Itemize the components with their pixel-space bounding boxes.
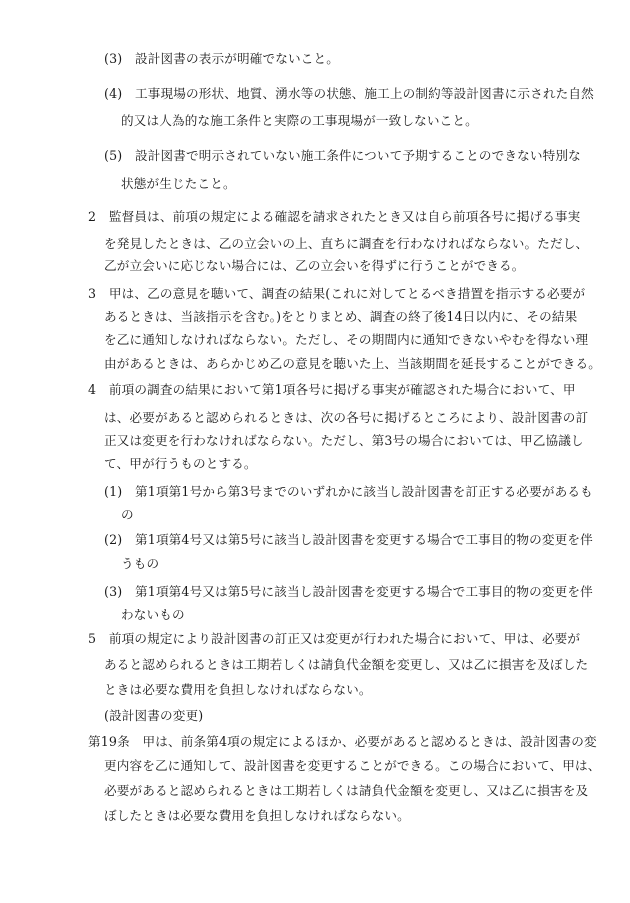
para-3-line-3: を乙に通知しなければならない。ただし、その期間内に通知できないやむを得ない理 — [104, 332, 589, 347]
para-2-line-3: 乙が立会いに応じない場合には、乙の立会いを得ずに行うことができる。 — [104, 258, 525, 273]
sub-1-line-1: (1) 第1項第1号から第3号までのいずれかに該当し設計図書を訂正する必要があるも — [104, 484, 593, 499]
article-19-line-1: 第19条 甲は、前条第4項の規定によるほか、必要があると認めるときは、設計図書の変 — [88, 734, 597, 749]
item-5-line-1: (5) 設計図書で明示されていない施工条件について予期することのできない特別な — [104, 148, 581, 163]
para-3-line-4: 由があるときは、あらかじめ乙の意見を聴いた上、当該期間を延長することができる。 — [104, 356, 602, 371]
item-3-line-1: (3) 設計図書の表示が明確でないこと。 — [104, 51, 339, 66]
section-heading: (設計図書の変更) — [104, 708, 204, 723]
sub-3-line-2: わないもの — [121, 607, 185, 622]
sub-2-line-1: (2) 第1項第4号又は第5号に該当し設計図書を変更する場合で工事目的物の変更を伴 — [104, 532, 593, 547]
article-19-line-3: 必要があると認められるときは工期若しくは請負代金額を変更し、又は乙に損害を及 — [104, 783, 589, 798]
para-4-line-2: は、必要があると認められるときは、次の各号に掲げるところにより、設計図書の訂 — [104, 410, 589, 425]
para-3-line-1: 3 甲は、乙の意見を聴いて、調査の結果(これに対してとるべき措置を指示する必要が — [88, 286, 586, 301]
sub-3-line-1: (3) 第1項第4号又は第5号に該当し設計図書を変更する場合で工事目的物の変更を伴 — [104, 584, 593, 599]
para-4-line-1: 4 前項の調査の結果において第1項各号に掲げる事実が確認された場合において、甲 — [88, 382, 576, 397]
item-5-line-2: 状態が生じたこと。 — [121, 176, 236, 191]
item-4-line-1: (4) 工事現場の形状、地質、湧水等の状態、施工上の制約等設計図書に示された自然 — [104, 86, 594, 101]
para-5-line-3: ときは必要な費用を負担しなければならない。 — [104, 682, 372, 697]
para-4-line-4: て、甲が行うものとする。 — [104, 456, 257, 471]
para-2-line-2: を発見したときは、乙の立会いの上、直ちに調査を行わなければならない。ただし、 — [104, 236, 589, 251]
article-19-line-2: 更内容を乙に通知して、設計図書を変更することができる。この場合において、甲は、 — [104, 758, 601, 773]
sub-2-line-2: うもの — [121, 556, 160, 571]
para-3-line-2: あるときは、当該指示を含む。)をとりまとめ、調査の終了後14日以内に、その結果 — [104, 309, 578, 324]
para-5-line-2: あると認められるときは工期若しくは請負代金額を変更し、又は乙に損害を及ぼした — [104, 657, 589, 672]
sub-1-line-2: の — [121, 507, 134, 522]
para-5-line-1: 5 前項の規定により設計図書の訂正又は変更が行われた場合において、甲は、必要が — [88, 631, 581, 646]
para-4-line-3: 正又は変更を行わなければならない。ただし、第3号の場合においては、甲乙協議し — [104, 433, 584, 448]
para-2-line-1: 2 監督員は、前項の規定による確認を請求されたとき又は自ら前項各号に掲げる事実 — [88, 209, 581, 224]
article-19-line-4: ぼしたときは必要な費用を負担しなければならない。 — [104, 808, 410, 823]
item-4-line-2: 的又は人為的な施工条件と実際の工事現場が一致しないこと。 — [121, 113, 478, 128]
